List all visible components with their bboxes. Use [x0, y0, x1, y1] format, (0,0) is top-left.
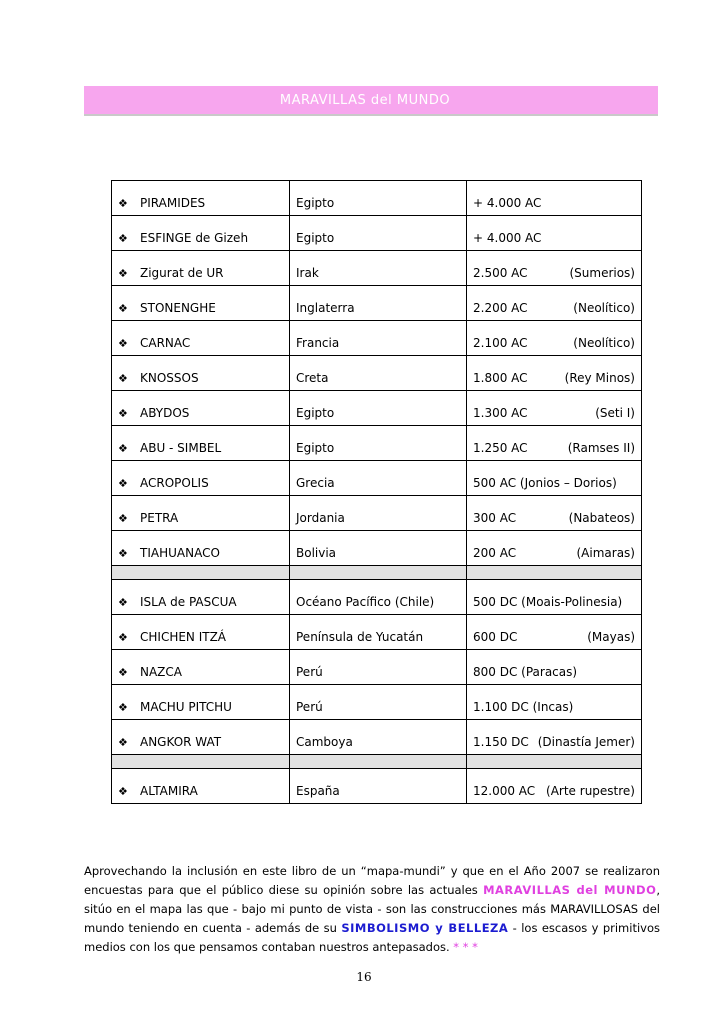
wonder-name: ANGKOR WAT [140, 735, 222, 749]
wonder-place: Irak [290, 251, 467, 286]
diamond-bullet-icon: ❖ [118, 666, 128, 679]
table-row [112, 391, 642, 426]
separator-cell [467, 755, 642, 769]
wonder-date-cell [467, 356, 642, 391]
diamond-bullet-icon: ❖ [118, 547, 128, 560]
wonder-place: Egipto [290, 216, 467, 251]
title-banner [84, 86, 658, 116]
wonder-place: Camboya [290, 720, 467, 755]
wonder-name: PIRAMIDES [140, 196, 206, 210]
table-row [112, 496, 642, 531]
wonder-place: Perú [290, 650, 467, 685]
wonder-note: (Arte rupestre) [546, 784, 635, 798]
wonder-date: 600 DC [473, 630, 518, 644]
wonder-date: 1.100 DC (Incas) [473, 700, 574, 714]
wonder-note: (Neolítico) [573, 301, 635, 315]
table-row [112, 251, 642, 286]
wonder-name: NAZCA [140, 665, 182, 679]
wonder-name-cell [112, 426, 290, 461]
separator-cell [112, 566, 290, 580]
wonder-note: (Nabateos) [568, 511, 635, 525]
wonder-place: Jordania [290, 496, 467, 531]
wonder-date: 800 DC (Paracas) [473, 665, 578, 679]
diamond-bullet-icon: ❖ [118, 197, 128, 210]
wonder-name: ISLA de PASCUA [140, 595, 237, 609]
table-row [112, 181, 642, 216]
wonder-place: Egipto [290, 181, 467, 216]
highlight-wonders: MARAVILLAS del MUNDO [483, 883, 657, 897]
wonder-place: Inglaterra [290, 286, 467, 321]
wonder-date-cell [467, 685, 642, 720]
wonder-name-cell [112, 615, 290, 650]
table-row [112, 216, 642, 251]
diamond-bullet-icon: ❖ [118, 512, 128, 525]
wonder-date: 1.800 AC [473, 371, 528, 385]
explanation-paragraph [84, 862, 660, 957]
diamond-bullet-icon: ❖ [118, 631, 128, 644]
diamond-bullet-icon: ❖ [118, 407, 128, 420]
wonder-date: 200 AC [473, 546, 517, 560]
diamond-bullet-icon: ❖ [118, 302, 128, 315]
wonder-date-cell [467, 650, 642, 685]
wonder-name: ABU - SIMBEL [140, 441, 222, 455]
diamond-bullet-icon: ❖ [118, 477, 128, 490]
separator-row [112, 566, 642, 580]
wonder-name-cell [112, 286, 290, 321]
table-row [112, 461, 642, 496]
diamond-bullet-icon: ❖ [118, 442, 128, 455]
separator-row [112, 755, 642, 769]
wonder-place: Egipto [290, 391, 467, 426]
table-row [112, 531, 642, 566]
wonder-name-cell [112, 321, 290, 356]
wonder-place: Bolivia [290, 531, 467, 566]
wonder-place: Grecia [290, 461, 467, 496]
wonder-date: 12.000 AC [473, 784, 536, 798]
wonder-note: (Neolítico) [573, 336, 635, 350]
wonder-date-cell [467, 286, 642, 321]
wonder-name-cell [112, 720, 290, 755]
wonder-date-cell [467, 615, 642, 650]
page-title: MARAVILLAS del MUNDO [279, 93, 451, 108]
diamond-bullet-icon: ❖ [118, 736, 128, 749]
wonder-name-cell [112, 461, 290, 496]
paragraph-text: , sitúo en el mapa las que - bajo mi punto de vista - son las construcciones más MARAVILLOSAS del mundo teniendo en cuenta - además de su [84, 883, 661, 935]
wonder-place: Península de Yucatán [290, 615, 467, 650]
wonder-note: (Rey Minos) [564, 371, 635, 385]
wonder-name-cell [112, 496, 290, 531]
table-row [112, 615, 642, 650]
wonder-name-cell [112, 650, 290, 685]
wonder-date: 1.250 AC [473, 441, 528, 455]
wonder-note: (Dinastía Jemer) [537, 735, 635, 749]
table-row [112, 286, 642, 321]
wonder-date: + 4.000 AC [473, 231, 542, 245]
diamond-bullet-icon: ❖ [118, 596, 128, 609]
wonder-note: (Seti I) [595, 406, 635, 420]
wonder-date-cell [467, 531, 642, 566]
wonder-place: Egipto [290, 426, 467, 461]
wonder-name: Zigurat de UR [140, 266, 224, 280]
separator-cell [290, 566, 467, 580]
table-row [112, 720, 642, 755]
wonder-name-cell [112, 685, 290, 720]
wonder-note: (Sumerios) [569, 266, 635, 280]
wonder-date-cell [467, 426, 642, 461]
wonder-name: STONENGHE [140, 301, 216, 315]
wonder-name-cell [112, 391, 290, 426]
wonder-date: 2.100 AC [473, 336, 528, 350]
wonder-date-cell [467, 216, 642, 251]
wonder-date-cell [467, 461, 642, 496]
highlight-symbolism: SIMBOLISMO y BELLEZA [341, 921, 509, 935]
wonder-name-cell [112, 181, 290, 216]
wonder-place: España [290, 769, 467, 804]
wonder-name-cell [112, 531, 290, 566]
wonder-date: 500 DC (Moais-Polinesia) [473, 595, 623, 609]
wonder-place: Francia [290, 321, 467, 356]
wonder-date-cell [467, 720, 642, 755]
wonder-name-cell [112, 356, 290, 391]
stars-decoration: * * * [453, 940, 478, 954]
wonder-place: Perú [290, 685, 467, 720]
table-row [112, 426, 642, 461]
wonder-date-cell [467, 496, 642, 531]
wonder-name: ABYDOS [140, 406, 190, 420]
separator-cell [290, 755, 467, 769]
wonder-name: CHICHEN ITZÁ [140, 630, 227, 644]
wonder-date: 1.300 AC [473, 406, 528, 420]
wonder-name: ALTAMIRA [140, 784, 198, 798]
wonder-name: TIAHUANACO [140, 546, 220, 560]
wonder-name-cell [112, 251, 290, 286]
diamond-bullet-icon: ❖ [118, 701, 128, 714]
table-row [112, 650, 642, 685]
separator-cell [112, 755, 290, 769]
diamond-bullet-icon: ❖ [118, 372, 128, 385]
wonder-date-cell [467, 391, 642, 426]
wonder-date-cell [467, 251, 642, 286]
wonder-place: Creta [290, 356, 467, 391]
table-row [112, 580, 642, 615]
wonder-name: PETRA [140, 511, 179, 525]
wonder-date: 300 AC [473, 511, 517, 525]
wonder-place: Océano Pacífico (Chile) [290, 580, 467, 615]
wonder-date-cell [467, 580, 642, 615]
table-row [112, 321, 642, 356]
wonder-note: (Mayas) [587, 630, 635, 644]
wonder-name: KNOSSOS [140, 371, 199, 385]
wonder-note: (Aimaras) [576, 546, 635, 560]
wonder-date-cell [467, 321, 642, 356]
paragraph-text: - los escasos y primitivos medios con los que pensamos contaban nuestros antepasados. [84, 921, 660, 954]
wonder-name: ESFINGE de Gizeh [140, 231, 249, 245]
wonder-date-cell [467, 769, 642, 804]
wonder-date: 500 AC (Jonios – Dorios) [473, 476, 617, 490]
wonder-name-cell [112, 216, 290, 251]
wonder-name: MACHU PITCHU [140, 700, 232, 714]
paragraph-text: Aprovechando la inclusión en este libro de un “mapa-mundi” y que en el Año 2007 se realizaron encuestas para que el público diese su opinión sobre las actuales [84, 864, 660, 897]
table-row [112, 685, 642, 720]
wonder-date: 1.150 DC [473, 735, 529, 749]
wonder-name: CARNAC [140, 336, 191, 350]
wonder-name-cell [112, 580, 290, 615]
page-number: 16 [356, 970, 372, 984]
wonder-name-cell [112, 769, 290, 804]
wonders-table [111, 180, 642, 804]
diamond-bullet-icon: ❖ [118, 267, 128, 280]
wonder-date: 2.500 AC [473, 266, 528, 280]
diamond-bullet-icon: ❖ [118, 232, 128, 245]
wonder-date: 2.200 AC [473, 301, 528, 315]
wonder-name: ACROPOLIS [140, 476, 209, 490]
separator-cell [467, 566, 642, 580]
wonder-note: (Ramses II) [567, 441, 635, 455]
diamond-bullet-icon: ❖ [118, 337, 128, 350]
wonder-date: + 4.000 AC [473, 196, 542, 210]
table-row [112, 769, 642, 804]
table-row [112, 356, 642, 391]
wonder-date-cell [467, 181, 642, 216]
diamond-bullet-icon: ❖ [118, 785, 128, 798]
